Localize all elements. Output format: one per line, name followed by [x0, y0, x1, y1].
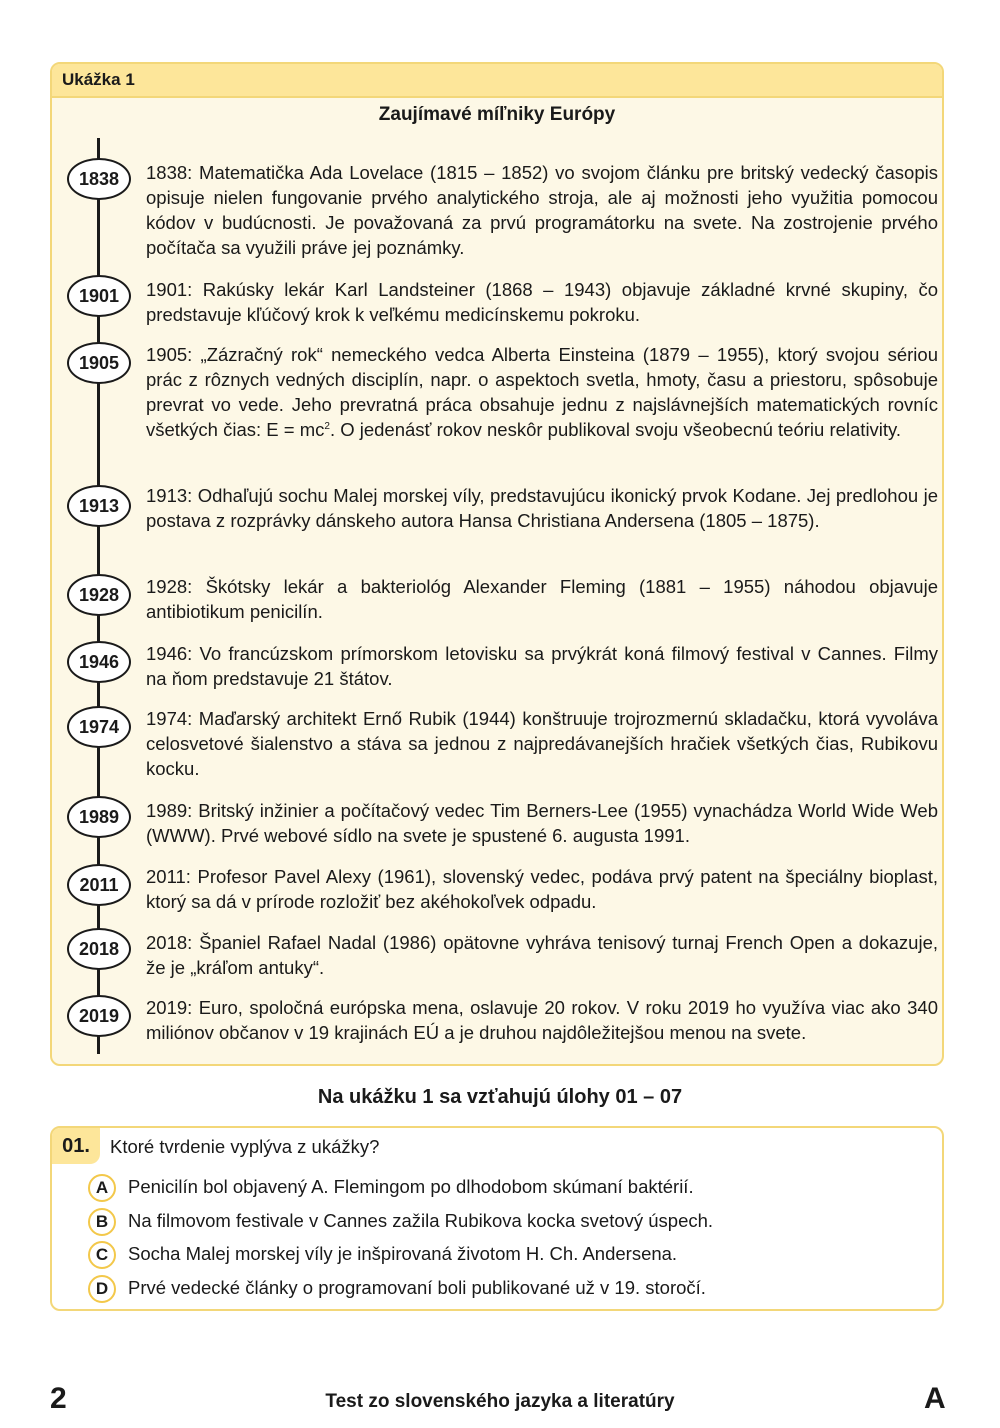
- option-text: Na filmovom festivale v Cannes zažila Rubikova kocka svetový úspech.: [128, 1210, 714, 1231]
- event-text: 1974: Maďarský architekt Ernő Rubik (1944) konštruuje trojrozmernú skladačku, ktorá vyvoláva celosvetové šialenstvo a stáva sa jednou z najpredávanejších hračiek všetkých čias, Rubikovu kocku.: [146, 708, 938, 779]
- question-box: [50, 1126, 944, 1311]
- page-number: 2: [50, 1382, 67, 1415]
- year-badge: 1989: [67, 796, 131, 838]
- event-text: [146, 342, 938, 442]
- event-text: 2019: Euro, spoločná európska mena, oslavuje 20 rokov. V roku 2019 ho využíva viac ako 340 miliónov občanov v 19 krajinách EÚ a je druhou najdôležitejšou menou na svete.: [146, 997, 938, 1043]
- event-text: 1928: Škótsky lekár a bakteriológ Alexander Fleming (1881 – 1955) náhodou objavuje antibiotikum penicilín.: [146, 576, 938, 622]
- year-badge: 1913: [67, 485, 131, 527]
- option-letter[interactable]: A: [88, 1174, 116, 1202]
- event-text: 1913: Odhaľujú sochu Malej morskej víly, predstavujúcu ikonický prvok Kodane. Jej predlohou je postava z rozprávky dánskeho autora Hansa Christiana Andersena (1805 – 1875).: [146, 485, 938, 531]
- event-text-part: 1905: „Zázračný rok“ nemeckého vedca Alberta Einsteina (1879 – 1955), ktorý svojou sériou prác z rôznych vedných disciplín, napr. o aspektoch svetla, hmoty, času a priestoru, spôsobuje prevrat vo vede. Jeho prevratná práca obsahuje jednu z najslávnejších matematických rovníc všetkých čias: E = mc: [146, 344, 938, 440]
- event-text: 1901: Rakúsky lekár Karl Landsteiner (1868 – 1943) objavuje základné krvné skupiny, čo predstavuje kľúčový krok k veľkému medicínskemu pokroku.: [146, 279, 938, 325]
- footer-title: Test zo slovenského jazyka a literatúry: [325, 1391, 675, 1412]
- year-badge: 2019: [67, 995, 131, 1037]
- year-badge: 1901: [67, 275, 131, 317]
- option-letter[interactable]: D: [88, 1275, 116, 1303]
- year-badge: 1974: [67, 706, 131, 748]
- sample-title: Zaujímavé míľniky Európy: [378, 104, 616, 125]
- year-badge: 1838: [67, 158, 131, 200]
- option-letter[interactable]: B: [88, 1208, 116, 1236]
- option-text: Prvé vedecké články o programovaní boli publikované už v 19. storočí.: [128, 1277, 706, 1298]
- tasks-subheading: Na ukážku 1 sa vzťahujú úlohy 01 – 07: [317, 1086, 683, 1108]
- event-text: 1838: Matematička Ada Lovelace (1815 – 1852) vo svojom článku pre britský vedecký časopis opisuje nielen fungovanie prvého analytického stroja, ale aj možnosti jeho využitia pomocou kódov v budúcnosti. Je považovaná za prvú programátorku na svete. Na zostrojenie prvého počítača sa využili práve jej poznámky.: [146, 162, 938, 258]
- event-text: 1946: Vo francúzskom prímorskom letovisku sa prvýkrát koná filmový festival v Cannes. Filmy na ňom predstavuje 21 štátov.: [146, 643, 938, 689]
- sample-label: Ukážka 1: [52, 64, 942, 98]
- year-badge: 1928: [67, 574, 131, 616]
- event-text: 2018: Španiel Rafael Nadal (1986) opätovne vyhráva tenisový turnaj French Open a dokazuje, že je „kráľom antuky“.: [146, 932, 938, 978]
- superscript: 2: [324, 420, 330, 432]
- option-text: Penicilín bol objavený A. Flemingom po dlhodobom skúmaní baktérií.: [128, 1176, 694, 1197]
- event-text: 2011: Profesor Pavel Alexy (1961), slovenský vedec, podáva prvý patent na špeciálny bioplast, ktorý sa dá v prírode rozložiť bez akéhokoľvek odpadu.: [146, 866, 938, 912]
- year-badge: 2011: [67, 864, 131, 906]
- question-number: 01.: [52, 1128, 100, 1164]
- event-text: 1989: Britský inžinier a počítačový vedec Tim Berners-Lee (1955) vynachádza World Wide Web (WWW). Prvé webové sídlo na svete je spustené 6. augusta 1991.: [146, 800, 938, 846]
- year-badge: 2018: [67, 928, 131, 970]
- event-text-part: . O jedenásť rokov neskôr publikoval svoju všeobecnú teóriu relativity.: [329, 419, 902, 440]
- year-badge: 1946: [67, 641, 131, 683]
- question-text: Ktoré tvrdenie vyplýva z ukážky?: [110, 1136, 380, 1157]
- test-variant: A: [924, 1382, 946, 1415]
- option-text: Socha Malej morskej víly je inšpirovaná životom H. Ch. Andersena.: [128, 1243, 678, 1264]
- sample-box: [50, 62, 944, 1066]
- year-badge: 1905: [67, 342, 131, 384]
- option-letter[interactable]: C: [88, 1241, 116, 1269]
